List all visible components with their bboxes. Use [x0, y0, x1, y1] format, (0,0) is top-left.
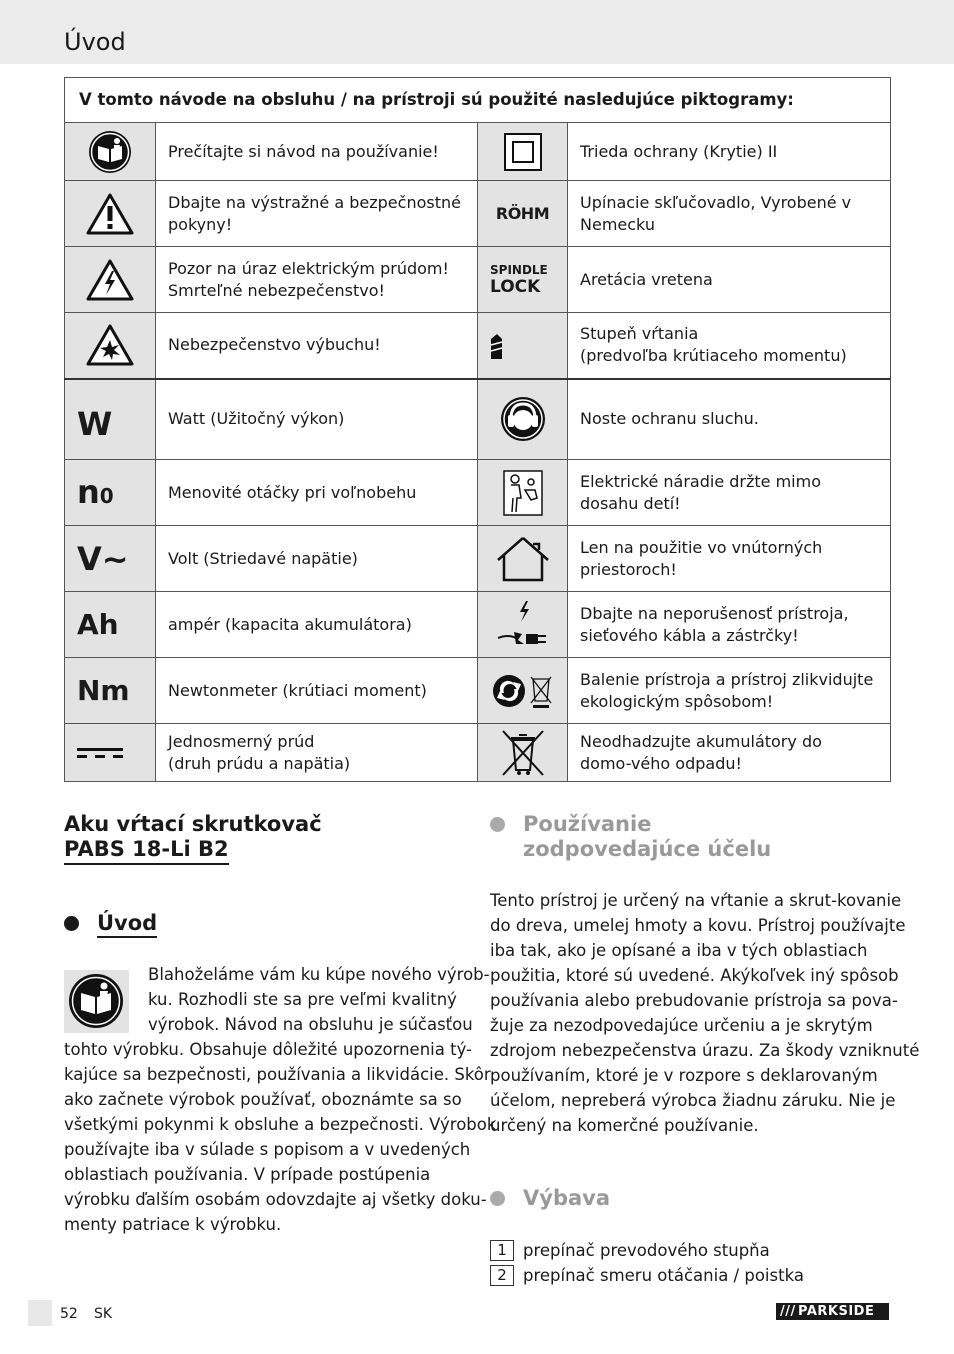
- table-cell: ampér (kapacita akumulátora): [156, 592, 478, 658]
- table-cell: Aretácia vretena: [568, 247, 891, 313]
- page-marker: [28, 1300, 52, 1326]
- read-manual-icon: [65, 123, 156, 181]
- table-cell: Prečítajte si návod na používanie!: [156, 123, 478, 181]
- table-cell: Dbajte na výstražné a bezpečnostné pokyny!: [156, 181, 478, 247]
- ear-protection-icon: [478, 379, 568, 460]
- table-cell: Pozor na úraz elektrickým prúdom! Smrteľné nebezpečenstvo!: [156, 247, 478, 313]
- table-cell: Newtonmeter (krútiaci moment): [156, 658, 478, 724]
- table-row: [65, 658, 891, 724]
- drill-stage-icon: [478, 313, 568, 379]
- table-row: [65, 313, 891, 379]
- table-row: [65, 526, 891, 592]
- intro-heading: Úvod: [97, 911, 157, 938]
- table-cell: Balenie prístroja a prístroj zlikvidujte ekologickým spôsobom!: [568, 658, 891, 724]
- bullet-icon: [64, 916, 79, 931]
- table-cell: Len na použitie vo vnútorných priestoroch!: [568, 526, 891, 592]
- list-item: prepínač prevodového stupňa: [523, 1241, 770, 1260]
- table-row: [65, 123, 891, 181]
- indoor-use-icon: [478, 526, 568, 592]
- crossed-bin-icon: [478, 724, 568, 782]
- electric-shock-icon: [65, 247, 156, 313]
- volt-ac-symbol: V~: [65, 526, 156, 592]
- table-cell: Elektrické náradie držte mimo dosahu detí!: [568, 460, 891, 526]
- language-code: SK: [94, 1306, 113, 1322]
- bullet-icon: [490, 817, 505, 832]
- bullet-icon: [490, 1191, 505, 1206]
- list-item: prepínač smeru otáčania / poistka: [523, 1266, 804, 1285]
- warning-triangle-icon: [65, 181, 156, 247]
- explosion-icon: [65, 313, 156, 379]
- table-cell: Neodhadzujte akumulátory do domo-vého odpadu!: [568, 724, 891, 782]
- table-cell: Menovité otáčky pri voľnobehu: [156, 460, 478, 526]
- pictogram-table: [64, 77, 891, 782]
- table-row: [65, 379, 891, 460]
- table-cell: Volt (Striedavé napätie): [156, 526, 478, 592]
- table-cell: Upínacie skľučovadlo, Vyrobené v Nemecku: [568, 181, 891, 247]
- damaged-cable-icon: [478, 592, 568, 658]
- no-load-speed-symbol: n0: [65, 460, 156, 526]
- table-cell: Jednosmerný prúd (druh prúdu a napätia): [156, 724, 478, 782]
- item-number-box: 1: [490, 1240, 514, 1261]
- table-cell: Noste ochranu sluchu.: [568, 379, 891, 460]
- page-header: [0, 0, 954, 64]
- table-row: [65, 460, 891, 526]
- equipment-heading: Výbava: [523, 1186, 611, 1210]
- table-row: [65, 181, 891, 247]
- item-number-box: 2: [490, 1265, 514, 1286]
- intro-text-wrap: Blahoželáme vám ku kúpe nového výrob- ku. Rozhodli ste sa pre veľmi kvalitný výrobok. Návod na obsluhu je súčasťou: [148, 965, 490, 1034]
- protection-class-ii-icon: [478, 123, 568, 181]
- intended-use-heading: Používanie zodpovedajúce účelu: [523, 812, 772, 861]
- page-title: Úvod: [64, 28, 126, 56]
- spindle-lock-icon: SPINDLE LOCK: [478, 247, 568, 313]
- table-row: [65, 247, 891, 313]
- watt-symbol: W: [65, 379, 156, 460]
- product-title: Aku vŕtací skrutkovač PABS 18-Li B2: [64, 812, 322, 865]
- table-cell: Stupeň vŕtania (predvoľba krútiaceho momentu): [568, 313, 891, 379]
- table-cell: Nebezpečenstvo výbuchu!: [156, 313, 478, 379]
- intro-text: tohto výrobku. Obsahuje dôležité upozornenia tý- kajúce sa bezpečnosti, používania a likvidácie. Skôr ako začnete výrobok používať, oboznámte sa so všetkými pokynmi k obsluhe a bezpečnosti. Výrobok používajte iba v súlade s popisom a v uvedených oblastiach používania. V prípade postúpenia výrobku ďalším osobám odovzdajte aj všetky doku- menty patriace k výrobku.: [64, 1040, 497, 1234]
- newton-meter-symbol: Nm: [65, 658, 156, 724]
- direct-current-icon: [65, 724, 156, 782]
- ampere-hour-symbol: Ah: [65, 592, 156, 658]
- recycle-icon: [478, 658, 568, 724]
- pictogram-table-heading: V tomto návode na obsluhu / na prístroji sú použité nasledujúce piktogramy:: [65, 78, 891, 123]
- table-cell: Trieda ochrany (Krytie) II: [568, 123, 891, 181]
- intended-use-text: Tento prístroj je určený na vŕtanie a skrut-kovanie do dreva, umelej hmoty a kovu. Prístroj používajte iba tak, ako je opísané a iba v tých oblastiach použitia, ktoré sú uvedené. Akýkoľvek iný spôsob používania alebo prebudovanie prístroja sa pova- žuje za nezodpovedajúce určeniu a je skrytým zdrojom nebezpečenstva úrazu. Za škody vzniknuté používaním, ktoré je v rozpore s deklarovaným účelom, nepreberá výrobca žiadnu záruku. Nie je určený na komerčné používanie.: [490, 891, 920, 1135]
- table-row: [65, 592, 891, 658]
- table-cell: Dbajte na neporušenosť prístroja, sieťového kábla a zástrčky!: [568, 592, 891, 658]
- page-number: 52: [60, 1306, 78, 1322]
- table-row: [65, 724, 891, 782]
- rohm-logo-icon: RÖHM: [478, 181, 568, 247]
- keep-away-children-icon: [478, 460, 568, 526]
- table-cell: Watt (Užitočný výkon): [156, 379, 478, 460]
- parkside-logo: /// PARKSIDE: [776, 1303, 889, 1320]
- read-manual-icon: [64, 970, 129, 1033]
